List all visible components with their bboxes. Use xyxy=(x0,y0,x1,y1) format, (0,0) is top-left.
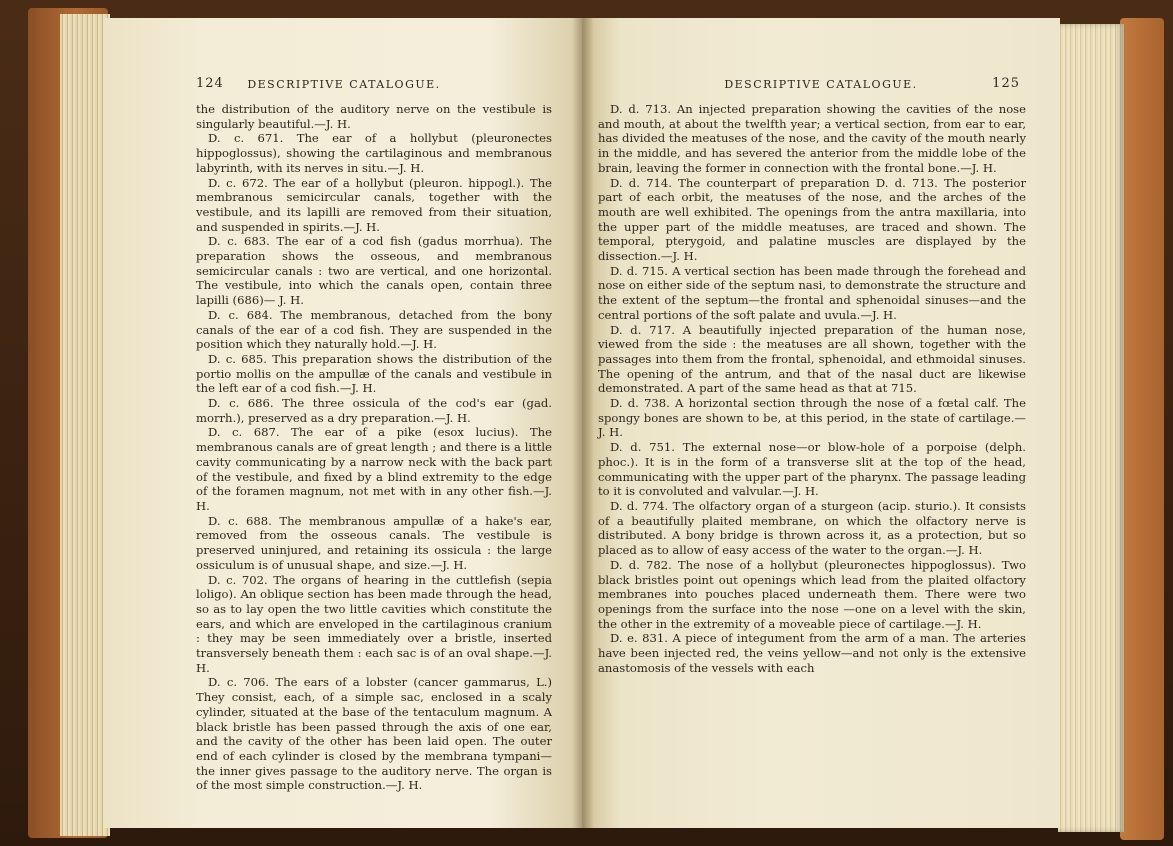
right-cover-board xyxy=(1120,18,1164,840)
right-running-head: DESCRIPTIVE CATALOGUE. xyxy=(724,78,918,91)
left-paragraph-8: D. c. 687. The ear of a pike (esox lucius). The membranous canals are of great length ; and there is a little cavity communicating by a narrow neck with the back part of the vestibule, and fixed by a blind extremity to the edge of the foramen magnum, not met with in any other fish.—J. H. xyxy=(196,425,552,513)
left-page-edges xyxy=(60,14,110,836)
left-paragraph-3: D. c. 672. The ear of a hollybut (pleuron. hippogl.). The membranous semicircular canals, together with the vestibule, and its lapilli are removed from their situation, and suspended in spirits.—J. H. xyxy=(196,175,552,234)
left-paragraph-1: the distribution of the auditory nerve on the vestibule is singularly beautiful.—J. H. xyxy=(196,102,552,131)
right-paragraph-4: D. d. 717. A beautifully injected preparation of the human nose, viewed from the side : the meatuses are all shown, together with the passages into them from the frontal, sphenoidal, and ethmoidal sinuses. The opening of the antrum, and that of the nasal duct are likewise demonstrated. A part of the same head as that at 715. xyxy=(598,322,1026,396)
right-paragraph-3: D. d. 715. A vertical section has been made through the forehead and nose on either side of the septum nasi, to demonstrate the structure and the extent of the septum—the frontal and sphenoidal sinuses—and the central portions of the soft palate and uvula.—J. H. xyxy=(598,263,1026,322)
right-paragraph-1: D. d. 713. An injected preparation showing the cavities of the nose and mouth, at about the twelfth year; a vertical section, from ear to ear, has divided the meatuses of the nose, and the cavity of the mouth nearly in the middle, and has severed the anterior from the middle lobe of the brain, leaving the former in connection with the frontal bone.—J. H. xyxy=(598,102,1026,175)
left-page-header xyxy=(104,76,584,96)
right-page-header xyxy=(582,76,1060,96)
right-page-number: 125 xyxy=(992,76,1020,91)
left-paragraph-10: D. c. 702. The organs of hearing in the cuttlefish (sepia loligo). An oblique section has been made through the head, so as to lay open the two little cavities which constitute the ears, and which are enveloped in the cartilaginous cranium : they may be seen immediately over a bristle, inserted transversely beneath them : each sac is of an oval shape.—J. H. xyxy=(196,572,552,675)
left-page-number: 124 xyxy=(196,76,224,91)
left-paragraph-9: D. c. 688. The membranous ampullæ of a hake's ear, removed from the osseous canals. The vestibule is preserved uninjured, and retaining its ossicula : the large ossiculum is of unusual shape, and size.—J. H. xyxy=(196,513,552,572)
left-paragraph-11: D. c. 706. The ears of a lobster (cancer gammarus, L.) They consist, each, of a simple sac, enclosed in a scaly cylinder, situated at the base of the tentaculum magnum. A black bristle has been passed through the axis of one ear, and the cavity of the other has been laid open. The outer end of each cylinder is closed by the membrana tympani—the inner gives passage to the auditory nerve. The organ is of the most simple construction.—J. H. xyxy=(196,675,552,793)
left-page-body xyxy=(196,102,552,793)
left-paragraph-4: D. c. 683. The ear of a cod fish (gadus morrhua). The preparation shows the osseous, and membranous semicircular canals : two are vertical, and one horizontal. The vestibule, into which the canals open, contain three lapilli (686)— J. H. xyxy=(196,234,552,308)
right-page xyxy=(582,18,1060,828)
right-paragraph-8: D. d. 782. The nose of a hollybut (pleuronectes hippoglossus). Two black bristles point out openings which lead from the plaited olfactory membranes into pouches placed underneath them. There were two openings from the surface into the nose —one on a level with the skin, the other in the extremity of a moveable piece of cartilage.—J. H. xyxy=(598,557,1026,631)
right-paragraph-9: D. e. 831. A piece of integument from the arm of a man. The arteries have been injected red, the veins yellow—and not only is the extensive anastomosis of the vessels with each xyxy=(598,631,1026,675)
left-paragraph-5: D. c. 684. The membranous, detached from the bony canals of the ear of a cod fish. They are suspended in the position which they naturally hold.—J. H. xyxy=(196,307,552,352)
book-gutter-shadow xyxy=(572,18,594,828)
right-page-body xyxy=(598,102,1026,675)
left-paragraph-7: D. c. 686. The three ossicula of the cod's ear (gad. morrh.), preserved as a dry preparation.—J. H. xyxy=(196,396,552,425)
right-paragraph-6: D. d. 751. The external nose—or blow-hole of a porpoise (delph. phoc.). It is in the form of a transverse slit at the top of the head, communicating with the upper part of the pharynx. The passage leading to it is convoluted and valvular.—J. H. xyxy=(598,440,1026,499)
right-paragraph-2: D. d. 714. The counterpart of preparation D. d. 713. The posterior part of each orbit, the meatuses of the nose, and the arches of the mouth are well exhibited. The openings from the antra maxillaria, into the upper part of the middle meatuses, are traced and shown. The temporal, pterygoid, and palatine muscles are displayed by the dissection.—J. H. xyxy=(598,175,1026,264)
left-paragraph-6: D. c. 685. This preparation shows the distribution of the portio mollis on the ampullæ of the canals and vestibule in the left ear of a cod fish.—J. H. xyxy=(196,351,552,396)
left-page xyxy=(104,18,584,828)
right-page-edges xyxy=(1058,24,1124,832)
right-paragraph-5: D. d. 738. A horizontal section through the nose of a fœtal calf. The spongy bones are shown to be, at this period, in the state of cartilage.—J. H. xyxy=(598,396,1026,440)
right-paragraph-7: D. d. 774. The olfactory organ of a sturgeon (acip. sturio.). It consists of a beautifully plaited membrane, on which the olfactory nerve is distributed. A bony bridge is thrown across it, as a protection, but so placed as to allow of easy access of the water to the organ.—J. H. xyxy=(598,498,1026,558)
left-paragraph-2: D. c. 671. The ear of a hollybut (pleuronectes hippoglossus), showing the cartilaginous and membranous labyrinth, with its nerves in situ.—J. H. xyxy=(196,131,552,175)
left-running-head: DESCRIPTIVE CATALOGUE. xyxy=(247,78,441,91)
